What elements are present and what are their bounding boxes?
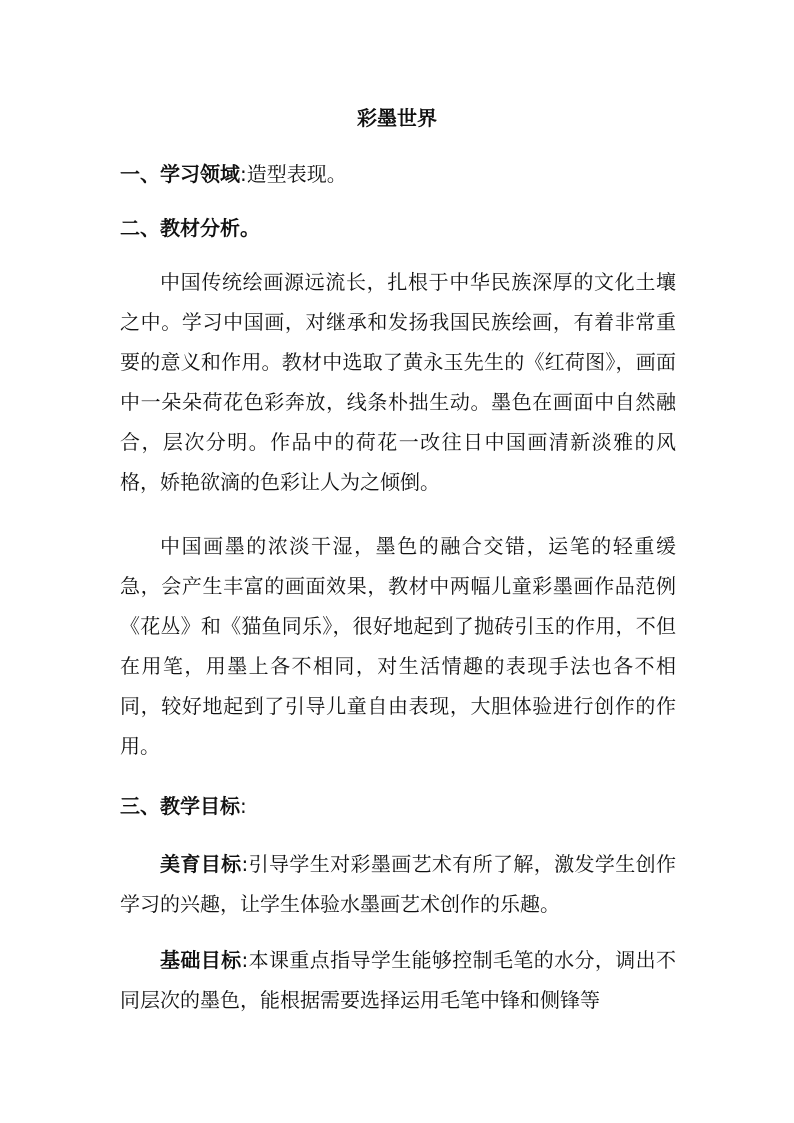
- aesthetic-goal-text: 引导学生对彩墨画艺术有所了解，激发学生创作学习的兴趣，让学生体验水墨画艺术创作的乐趣。: [120, 852, 676, 916]
- aesthetic-goal-separator: :: [241, 852, 249, 876]
- section-learning-domain: [120, 158, 347, 190]
- basic-goal-paragraph: [120, 940, 676, 1020]
- teaching-goals-separator: :: [240, 794, 247, 818]
- analysis-paragraph-2: 中国画墨的浓淡干湿，墨色的融合交错，运笔的轻重缓急，会产生丰富的画面效果，教材中两幅儿童彩墨画作品范例《花丛》和《猫鱼同乐》，很好地起到了抛砖引玉的作用，不但在用笔，用墨上各不相同，对生活情趣的表现手法也各不相同，较好地起到了引导儿童自由表现，大胆体验进行创作的作用。: [120, 534, 676, 758]
- aesthetic-goal-paragraph: [120, 844, 676, 924]
- learning-domain-separator: :: [240, 162, 247, 186]
- section-teaching-goals: [120, 790, 247, 822]
- basic-goal-text: 本课重点指导学生能够控制毛笔的水分，调出不同层次的墨色，能根据需要选择运用毛笔中锋和侧锋等: [120, 948, 676, 1012]
- aesthetic-goal-lead: 美育目标: [160, 852, 242, 876]
- basic-goal-lead: 基础目标: [160, 948, 242, 972]
- material-analysis-label: 二、教材分析。: [120, 216, 260, 240]
- basic-goal-separator: :: [241, 948, 249, 972]
- learning-domain-value: 造型表现。: [246, 162, 347, 186]
- teaching-goals-label: 三、教学目标: [120, 794, 240, 818]
- section-material-analysis: [120, 212, 260, 244]
- document-title: 彩墨世界: [357, 106, 437, 130]
- analysis-paragraph-1: 中国传统绘画源远流长，扎根于中华民族深厚的文化土壤之中。学习中国画，对继承和发扬我国民族绘画，有着非常重要的意义和作用。教材中选取了黄永玉先生的《红荷图》，画面中一朵朵荷花色彩奔放，线条朴拙生动。墨色在画面中自然融合，层次分明。作品中的荷花一改往日中国画清新淡雅的风格，娇艳欲滴的色彩让人为之倾倒。: [120, 270, 676, 494]
- learning-domain-label: 一、学习领域: [120, 162, 240, 186]
